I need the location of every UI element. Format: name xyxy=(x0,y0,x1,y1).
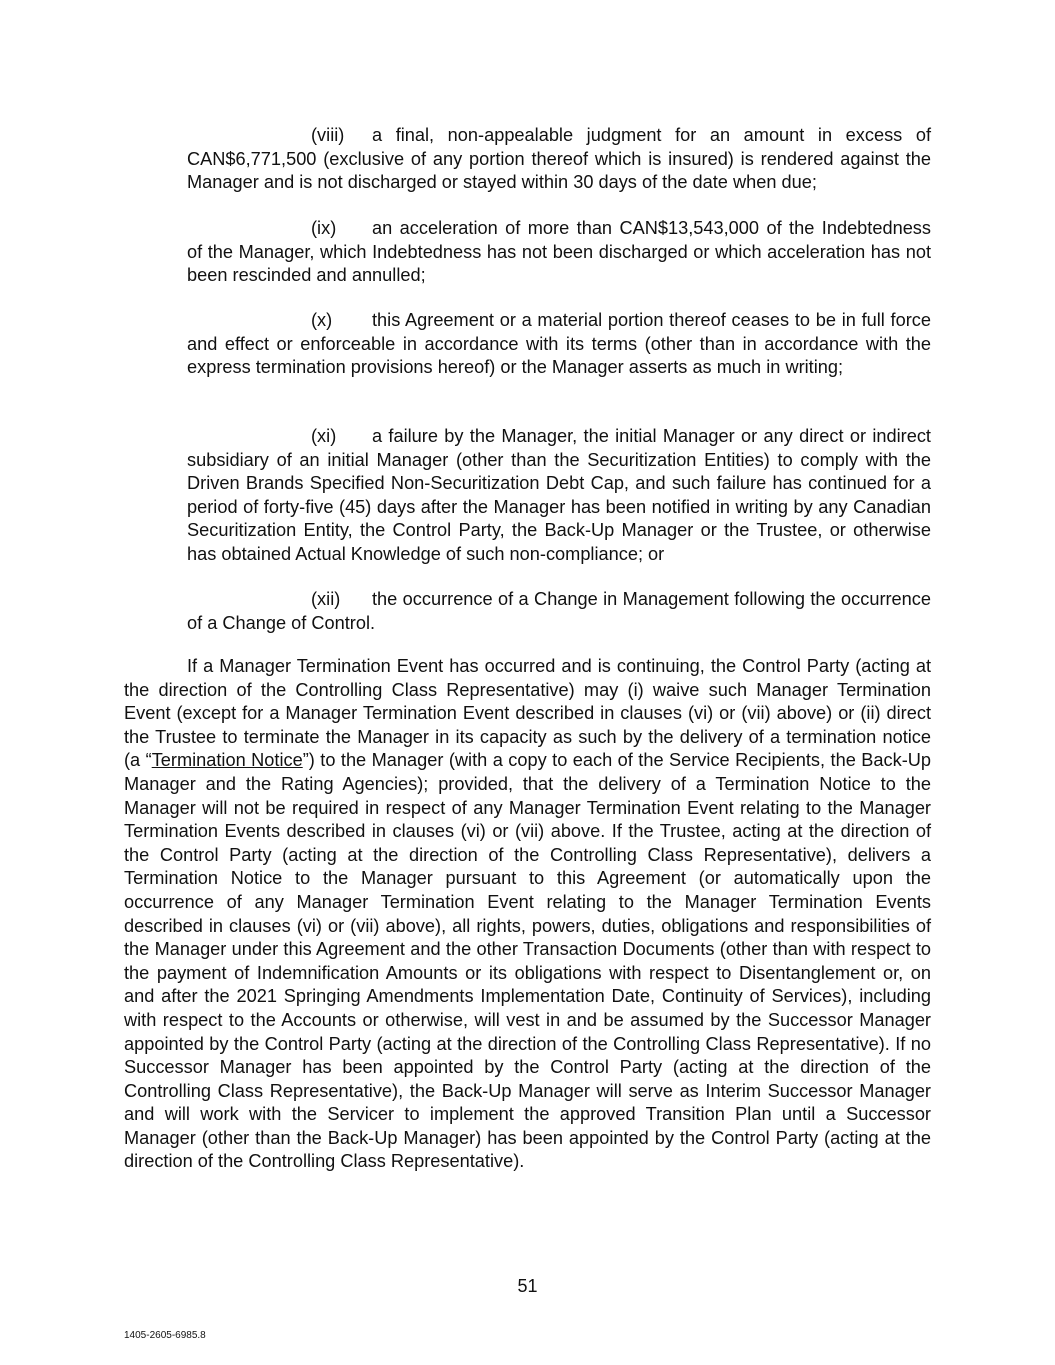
clause-text: this Agreement or a material portion thereof ceases to be in full force and effect or enforceable in accordance with its terms (other than in accordance with the express termination provisions hereof) or the Manager asserts as much in writing; xyxy=(187,310,931,378)
clause-number: (viii) xyxy=(311,125,345,145)
paragraph-text-end: ”) to the Manager (with a copy to each of the Service Recipients, the Back-Up Manager and the Rating Agencies); provided, that the delivery of a Termination Notice to the Manager will not be required in respect of any Manager Termination Event relating to the Manager Termination Events described in clauses (vi) or (vii) above. If the Trustee, acting at the direction of the Control Party (acting at the direction of the Controlling Class Representative), delivers a Termination Notice to the Manager pursuant to this Agreement (or automatically upon the occurrence of any Manager Termination Event relating to the Manager Termination Events described in clauses (vi) or (vii) above), all rights, powers, duties, obligations and responsibilities of the Manager under this Agreement and the other Transaction Documents (other than with respect to the payment of Indemnification Amounts or its obligations with respect to Disentanglement or, on and after the 2021 Springing Amendments Implementation Date, Continuity of Services), including with respect to the Accounts or otherwise, will vest in and be assumed by the Successor Manager appointed by the Control Party (acting at the direction of the Controlling Class Representative). If no Successor Manager has been appointed by the Control Party (acting at the direction of the Controlling Class Representative), the Back-Up Manager will serve as Interim Successor Manager and will work with the Servicer to implement the approved Transition Plan until a Successor Manager (other than the Back-Up Manager) has been appointed by the Control Party (acting at the direction of the Controlling Class Representative). xyxy=(124,750,931,1172)
termination-paragraph xyxy=(124,655,931,1174)
clause-ix xyxy=(187,217,931,288)
clause-text: a final, non-appealable judgment for an amount in excess of CAN$6,771,500 (exclusive of any portion thereof which is insured) is rendered against the Manager and is not discharged or stayed within 30 days of the date when due; xyxy=(187,125,931,193)
clause-xi xyxy=(187,425,931,567)
clause-xii xyxy=(187,588,931,635)
clause-text: an acceleration of more than CAN$13,543,000 of the Indebtedness of the Manager, which Indebtedness has not been discharged or which acceleration has not been rescinded and annulled; xyxy=(187,218,931,286)
clause-number: (xii) xyxy=(311,589,341,609)
defined-term-termination-notice: Termination Notice xyxy=(151,750,303,771)
clause-number: (x) xyxy=(311,310,333,330)
clause-text: the occurrence of a Change in Management following the occurrence of a Change of Control. xyxy=(187,589,931,633)
document-id: 1405-2605-6985.8 xyxy=(124,1330,206,1341)
paragraph-text-start: If a Manager Termination Event has occurred and is continuing, the Control Party (acting at the direction of the Controlling Class Representative) may (i) waive such Manager Termination Event (except for a Manager Termination Event described in clauses (vi) or (vii) above) or (ii) direct the Trustee to terminate the Manager in its capacity as such by the delivery of a termination notice (a “ xyxy=(124,656,931,771)
page-number: 51 xyxy=(517,1276,538,1296)
clause-number: (ix) xyxy=(311,218,337,238)
clause-text: a failure by the Manager, the initial Manager or any direct or indirect subsidiary of an initial Manager (other than the Securitization Entities) to comply with the Driven Brands Specified Non-Securitization Debt Cap, and such failure has continued for a period of forty-five (45) days after the Manager has been notified in writing by any Canadian Securitization Entity, the Control Party, the Back-Up Manager or the Trustee, or otherwise has obtained Actual Knowledge of such non-compliance; or xyxy=(187,426,931,564)
clause-number: (xi) xyxy=(311,426,337,446)
clause-viii xyxy=(187,124,931,195)
clause-x xyxy=(187,309,931,380)
